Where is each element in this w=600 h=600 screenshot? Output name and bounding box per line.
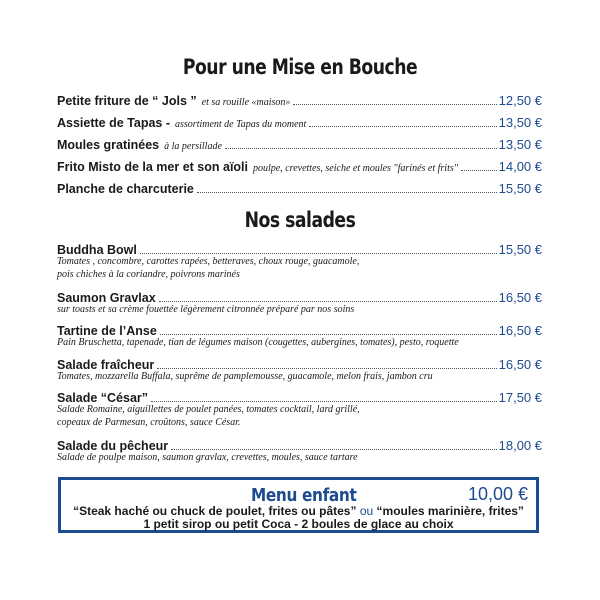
- kids-menu-line-2: 1 petit sirop ou petit Coca - 2 boules de glace au choix: [143, 517, 454, 531]
- item-price: 15,50 €: [498, 242, 542, 257]
- item-price: 16,50 €: [498, 290, 542, 305]
- leader-dots: [160, 334, 497, 335]
- item-name: Salade “César”: [57, 391, 149, 405]
- item-price: 16,50 €: [498, 323, 542, 338]
- item-description: [57, 256, 527, 281]
- item-price: 13,50 €: [498, 137, 542, 152]
- menu-item: [57, 137, 542, 153]
- item-description: [57, 337, 527, 350]
- item-description-line: pois chiches à la coriandre, poivrons marinés: [57, 268, 240, 280]
- menu-item: [57, 181, 542, 197]
- item-note: à la persillade: [164, 141, 222, 152]
- leader-dots: [461, 170, 497, 171]
- section-title-starters: Pour une Mise en Bouche: [182, 55, 418, 79]
- menu-item: [57, 115, 542, 131]
- leader-dots: [140, 253, 497, 254]
- item-name: Frito Misto de la mer et son aïoli: [57, 160, 249, 174]
- item-price: 12,50 €: [498, 93, 542, 108]
- section-title-salads: Nos salades: [244, 208, 356, 232]
- item-price: 16,50 €: [498, 357, 542, 372]
- kids-menu-option-1: “Steak haché ou chuck de poulet, frites ou pâtes”: [73, 504, 357, 518]
- leader-dots: [293, 104, 496, 105]
- leader-dots: [171, 449, 496, 450]
- leader-dots: [151, 401, 497, 402]
- kids-menu-or: ou: [359, 504, 374, 518]
- item-name: Moules gratinées: [57, 138, 160, 152]
- item-name: Petite friture de “ Jols ”: [57, 94, 197, 108]
- item-note: et sa rouille «maison»: [201, 97, 291, 108]
- item-description-line: Tomates, mozzarella Buffala, suprême de pamplemousse, guacamole, melon frais, jambon cru: [57, 371, 433, 382]
- item-price: 18,00 €: [498, 438, 542, 453]
- leader-dots: [159, 301, 497, 302]
- item-description-line: copeaux de Parmesan, croûtons, sauce César.: [57, 416, 241, 428]
- kids-menu-line-1: [61, 504, 536, 518]
- item-note: assortiment de Tapas du moment: [175, 119, 307, 130]
- item-name: Buddha Bowl: [57, 243, 137, 257]
- item-description: [57, 404, 527, 429]
- item-name: Saumon Gravlax: [57, 291, 156, 305]
- kids-menu-option-2: “moules marinière, frites”: [376, 504, 524, 518]
- item-price: 14,00 €: [498, 159, 542, 174]
- item-price: 17,50 €: [498, 390, 542, 405]
- item-name: Planche de charcuterie: [57, 182, 194, 196]
- item-description-line: Salade Romaine, aiguillettes de poulet panées, tomates cocktail, lard grillé,: [57, 404, 360, 415]
- item-note: poulpe, crevettes, seiche et moules "farinés et frits": [253, 163, 458, 174]
- leader-dots: [157, 368, 496, 369]
- item-description-line: Pain Bruschetta, tapenade, tian de légumes maison (cougettes, aubergines, tomates), pesto, roquette: [57, 337, 459, 348]
- item-description: [57, 304, 527, 317]
- item-description-line: Salade de poulpe maison, saumon gravlax, crevettes, moules, sauce tartare: [57, 452, 358, 463]
- item-description: [57, 371, 527, 384]
- menu-item: [57, 93, 542, 109]
- item-price: 13,50 €: [498, 115, 542, 130]
- kids-menu-title: Menu enfant: [251, 485, 357, 506]
- item-name: Tartine de l’Anse: [57, 324, 157, 338]
- kids-menu-box: [58, 477, 539, 533]
- item-name: Salade fraîcheur: [57, 358, 155, 372]
- item-description: [57, 452, 527, 465]
- leader-dots: [309, 126, 496, 127]
- item-price: 15,50 €: [498, 181, 542, 196]
- item-name: Assiette de Tapas -: [57, 116, 171, 130]
- kids-menu-price: 10,00 €: [467, 484, 528, 504]
- item-description-line: sur toasts et sa crème fouettée légèrement citronnée préparé par nos soins: [57, 304, 355, 315]
- leader-dots: [225, 148, 497, 149]
- item-name: Salade du pêcheur: [57, 439, 169, 453]
- menu-item: [57, 159, 542, 175]
- leader-dots: [197, 192, 497, 193]
- item-description-line: Tomates , concombre, carottes rapées, betteraves, choux rouge, guacamole,: [57, 256, 360, 267]
